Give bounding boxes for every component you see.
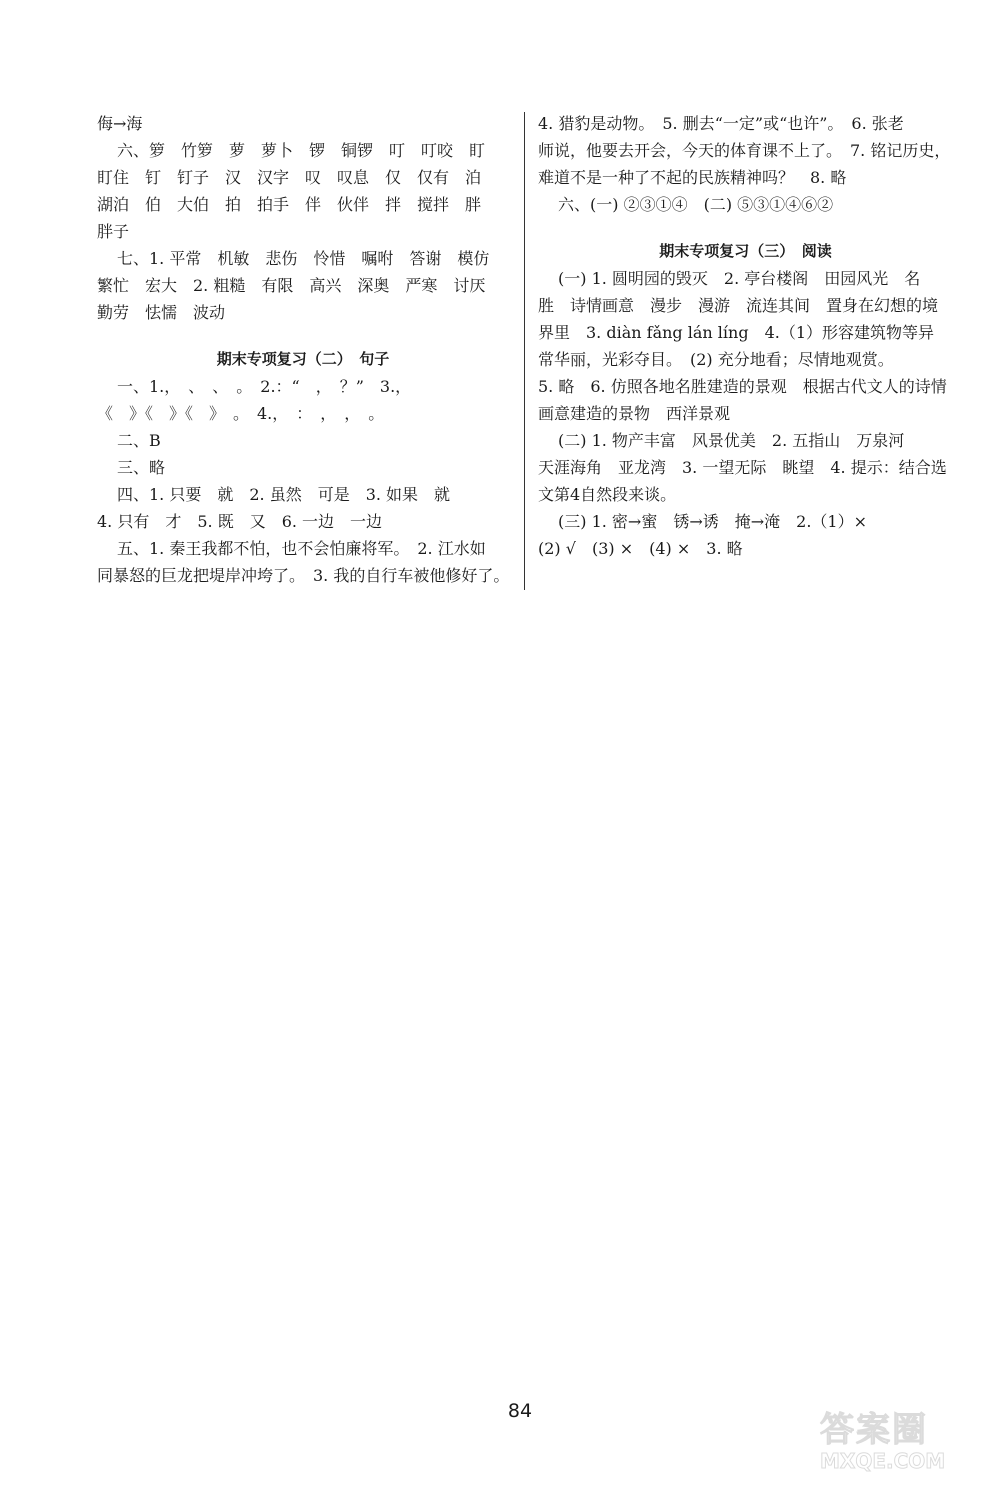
right-column	[538, 110, 953, 562]
answer-line: 文第4自然段来谈。	[538, 485, 677, 504]
watermark-url: MXQE.COM	[820, 1449, 946, 1473]
answer-line: 胖子	[97, 222, 130, 241]
answer-line: (2) √ (3) × (4) × 3. 略	[538, 539, 743, 558]
answer-line: 勤劳 怯懦 波动	[97, 303, 226, 322]
left-column	[97, 110, 509, 589]
page-number: 84	[507, 1400, 533, 1422]
column-divider	[524, 112, 525, 590]
answer-line: 侮→海	[97, 114, 143, 133]
answer-line: 繁忙 宏大 2. 粗糙 有限 高兴 深奥 严寒 讨厌	[97, 276, 486, 295]
answer-line: 5. 略 6. 仿照各地名胜建造的景观 根据古代文人的诗情	[538, 377, 947, 396]
answer-line: 四、1. 只要 就 2. 虽然 可是 3. 如果 就	[117, 485, 451, 504]
answer-line: (二) 1. 物产丰富 风景优美 2. 五指山 万泉河	[558, 431, 905, 450]
watermark-logo	[820, 1410, 990, 1480]
answer-line: 画意建造的景物 西洋景观	[538, 404, 731, 423]
answer-line: 湖泊 伯 大伯 拍 拍手 伴 伙伴 拌 搅拌 胖	[97, 195, 482, 214]
answer-line: 胜 诗情画意 漫步 漫游 流连其间 置身在幻想的境	[538, 296, 939, 315]
answer-line: 一、1.， 、 、 。 2.：“ ， ？” 3.，	[117, 377, 412, 396]
answer-line: 同暴怒的巨龙把堤岸冲垮了。 3. 我的自行车被他修好了。	[97, 566, 510, 585]
answer-line: 六、箩 竹箩 萝 萝卜 锣 铜锣 叮 叮咬 盯	[117, 141, 486, 160]
answer-line: 《 》《 》《 》 。 4.， ： ， ， 。	[97, 404, 385, 423]
answer-line: 七、1. 平常 机敏 悲伤 怜惜 嘱咐 答谢 模仿	[117, 249, 490, 268]
answer-line: 五、1. 秦王我都不怕，也不会怕廉将军。 2. 江水如	[117, 539, 486, 558]
answer-line: (三) 1. 密→蜜 锈→诱 掩→淹 2.（1）×	[558, 512, 867, 531]
watermark-title: 答案圈	[820, 1410, 928, 1450]
answer-line: 六、(一) ②③①④ (二) ⑤③①④⑥②	[558, 195, 834, 214]
answer-line: 4. 只有 才 5. 既 又 6. 一边 一边	[97, 512, 383, 531]
answer-line: 难道不是一种了不起的民族精神吗？ 8. 略	[538, 168, 847, 187]
section-title: 期末专项复习（三） 阅读	[659, 242, 832, 260]
answer-line: 二、B	[117, 431, 161, 450]
answer-line: 4. 猎豹是动物。 5. 删去“一定”或“也许”。 6. 张老	[538, 114, 904, 133]
answer-line: 师说，他要去开会，今天的体育课不上了。 7. 铭记历史，	[538, 141, 951, 160]
answer-line: 常华丽，光彩夺目。 (2) 充分地看；尽情地观赏。	[538, 350, 894, 369]
answer-line: 天涯海角 亚龙湾 3. 一望无际 眺望 4. 提示：结合选	[538, 458, 947, 477]
answer-line: 界里 3. diàn fǎng lán líng 4.（1）形容建筑物等异	[538, 323, 935, 342]
section-title: 期末专项复习（二） 句子	[216, 350, 390, 368]
answer-line: (一) 1. 圆明园的毁灭 2. 亭台楼阁 田园风光 名	[558, 269, 921, 288]
answer-line: 盯住 钉 钉子 汉 汉字 叹 叹息 仅 仅有 泊	[97, 168, 482, 187]
answer-line: 三、略	[117, 458, 166, 477]
